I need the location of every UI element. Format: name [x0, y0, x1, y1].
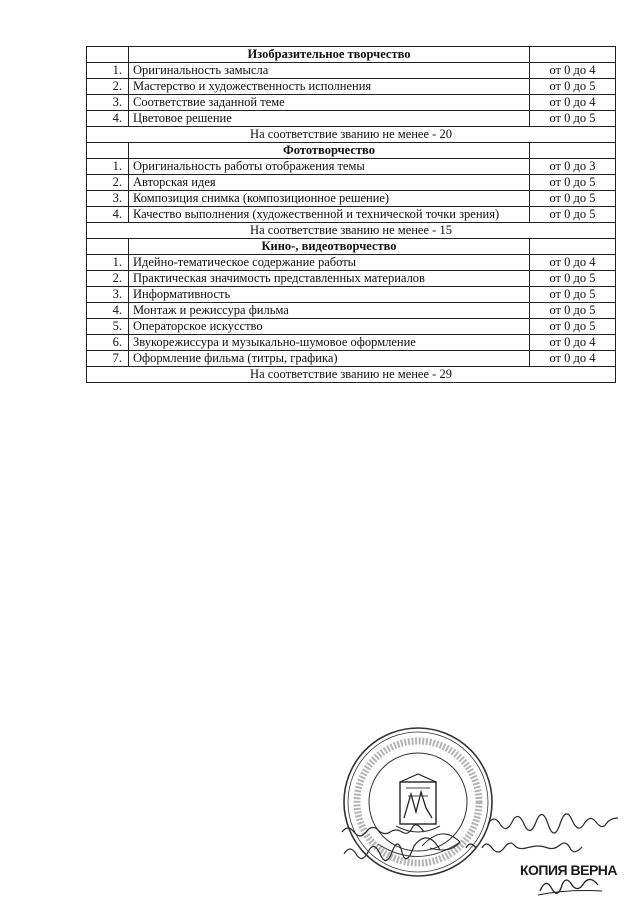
section-header-row: [87, 47, 616, 63]
criterion-text: Оформление фильма (титры, графика): [129, 351, 530, 367]
score-range: от 0 до 5: [530, 191, 616, 207]
section-title: Изобразительное творчество: [129, 47, 530, 63]
section-title: Кино-, видеотворчество: [129, 239, 530, 255]
table-row: [87, 191, 616, 207]
table-row: [87, 255, 616, 271]
row-number: 2.: [87, 175, 129, 191]
section-title: Фототворчество: [129, 143, 530, 159]
score-range: от 0 до 4: [530, 335, 616, 351]
criterion-text: Практическая значимость представленных материалов: [129, 271, 530, 287]
row-number: 6.: [87, 335, 129, 351]
handwritten-signature: [338, 806, 628, 866]
summary-row: [87, 367, 616, 383]
criterion-text: Соответствие заданной теме: [129, 95, 530, 111]
criterion-text: Мастерство и художественность исполнения: [129, 79, 530, 95]
criterion-text: Звукорежиссура и музыкально-шумовое оформление: [129, 335, 530, 351]
score-range: от 0 до 4: [530, 95, 616, 111]
score-range: от 0 до 3: [530, 159, 616, 175]
table-row: [87, 303, 616, 319]
criterion-text: Авторская идея: [129, 175, 530, 191]
criterion-text: Цветовое решение: [129, 111, 530, 127]
row-number: 2.: [87, 79, 129, 95]
table-row: [87, 287, 616, 303]
row-number: 1.: [87, 159, 129, 175]
row-number: 1.: [87, 63, 129, 79]
table-row: [87, 335, 616, 351]
score-range: от 0 до 4: [530, 63, 616, 79]
criteria-table: [86, 46, 616, 383]
criterion-text: Идейно-тематическое содержание работы: [129, 255, 530, 271]
score-range: от 0 до 5: [530, 111, 616, 127]
score-range: от 0 до 4: [530, 255, 616, 271]
table-row: [87, 207, 616, 223]
summary-row: [87, 127, 616, 143]
copy-certified-stamp: КОПИЯ ВЕРНА: [520, 862, 618, 878]
section-header-row: [87, 239, 616, 255]
criterion-text: Операторское искусство: [129, 319, 530, 335]
row-number: 1.: [87, 255, 129, 271]
table-row: [87, 175, 616, 191]
table-row: [87, 271, 616, 287]
table-row: [87, 319, 616, 335]
score-range: от 0 до 4: [530, 351, 616, 367]
score-range: от 0 до 5: [530, 303, 616, 319]
row-number: 3.: [87, 287, 129, 303]
criterion-text: Оригинальность работы отображения темы: [129, 159, 530, 175]
summary-row: [87, 223, 616, 239]
section-header-row: [87, 143, 616, 159]
criterion-text: Качество выполнения (художественной и технической точки зрения): [129, 207, 530, 223]
row-number: 7.: [87, 351, 129, 367]
row-number: 4.: [87, 111, 129, 127]
criterion-text: Оригинальность замысла: [129, 63, 530, 79]
score-range: от 0 до 5: [530, 207, 616, 223]
row-number: 5.: [87, 319, 129, 335]
table-row: [87, 159, 616, 175]
row-number: 3.: [87, 191, 129, 207]
score-range: от 0 до 5: [530, 175, 616, 191]
score-range: от 0 до 5: [530, 271, 616, 287]
score-range: от 0 до 5: [530, 287, 616, 303]
criterion-text: Монтаж и режиссура фильма: [129, 303, 530, 319]
score-range: от 0 до 5: [530, 79, 616, 95]
table-row: [87, 63, 616, 79]
row-number: 2.: [87, 271, 129, 287]
row-number: 4.: [87, 303, 129, 319]
table-row: [87, 351, 616, 367]
criterion-text: Композиция снимка (композиционное решение): [129, 191, 530, 207]
score-range: от 0 до 5: [530, 319, 616, 335]
copy-signature: [536, 873, 606, 899]
table-row: [87, 95, 616, 111]
criterion-text: Информативность: [129, 287, 530, 303]
section-summary: На соответствие званию не менее - 29: [87, 367, 616, 383]
row-number: 3.: [87, 95, 129, 111]
table-row: [87, 79, 616, 95]
row-number: 4.: [87, 207, 129, 223]
section-summary: На соответствие званию не менее - 20: [87, 127, 616, 143]
section-summary: На соответствие званию не менее - 15: [87, 223, 616, 239]
table-row: [87, 111, 616, 127]
